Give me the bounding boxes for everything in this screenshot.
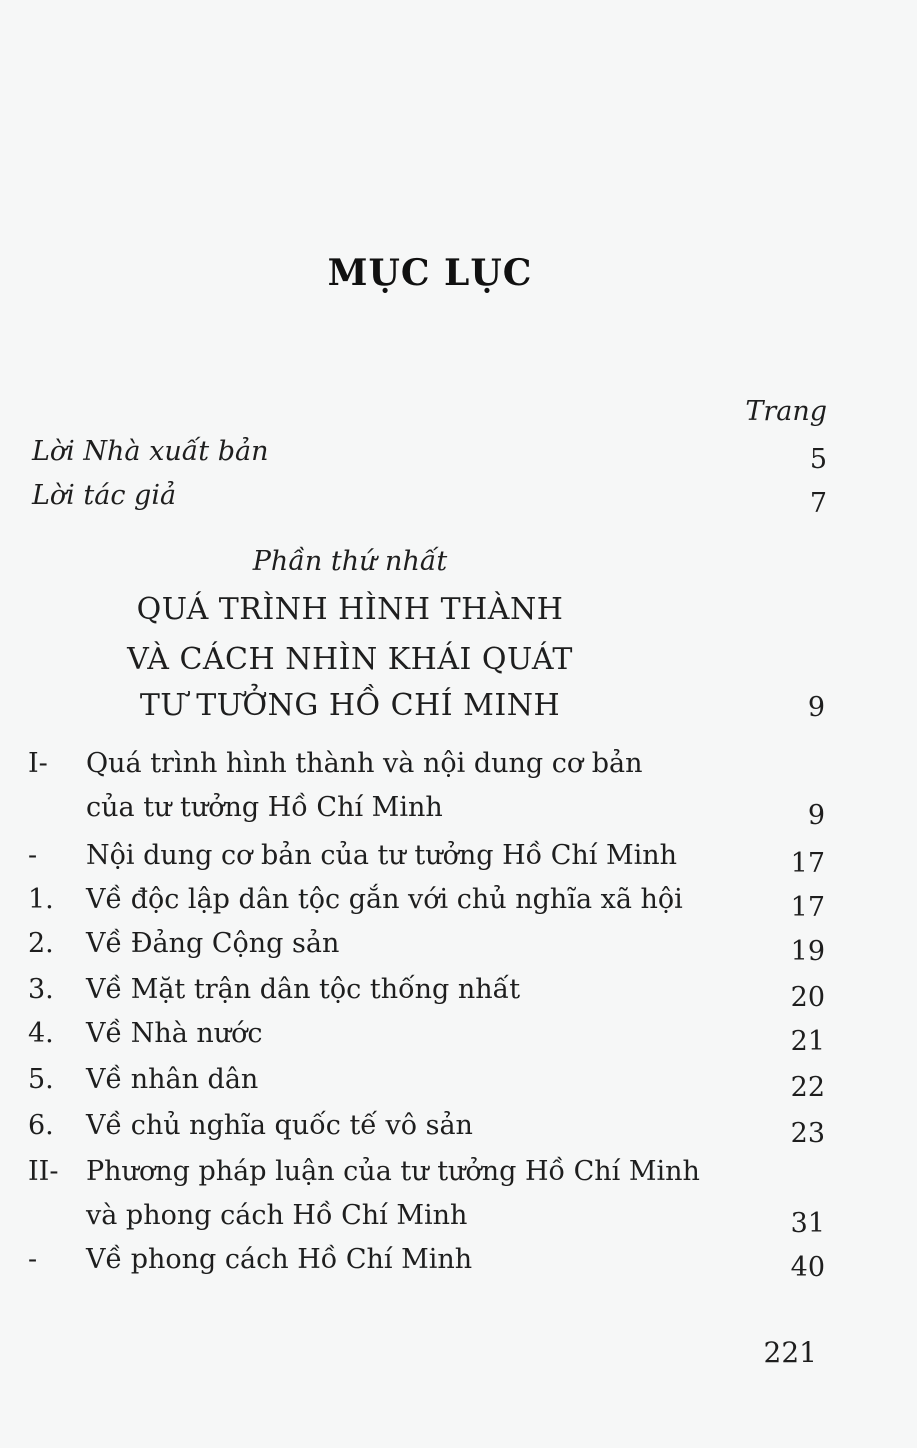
toc-entry[interactable] bbox=[0, 1064, 917, 1108]
toc-entry-page: 7 bbox=[809, 488, 827, 519]
part-heading-line: TƯ TƯỞNG HỒ CHÍ MINH bbox=[139, 688, 561, 723]
part-name: Phần thứ nhất bbox=[252, 546, 448, 577]
toc-entry-page: 31 bbox=[790, 1208, 825, 1239]
toc-entry-page: 9 bbox=[807, 800, 825, 831]
toc-entry-marker: II- bbox=[28, 1156, 59, 1187]
toc-entry-text: Về độc lập dân tộc gắn với chủ nghĩa xã hội bbox=[86, 884, 683, 915]
toc-front-matter-row[interactable] bbox=[32, 480, 827, 519]
toc-entry-page: 20 bbox=[790, 982, 825, 1013]
toc-entry-page: 5 bbox=[809, 444, 827, 475]
part-page: 9 bbox=[807, 692, 825, 723]
toc-entry-marker: 3. bbox=[28, 974, 54, 1005]
part-heading-line: QUÁ TRÌNH HÌNH THÀNH bbox=[136, 592, 564, 627]
toc-entry-text: Quá trình hình thành và nội dung cơ bản bbox=[86, 748, 643, 779]
toc-entry-text: Về Mặt trận dân tộc thống nhất bbox=[86, 974, 521, 1005]
toc-entry[interactable] bbox=[0, 1110, 917, 1154]
page-number: 221 bbox=[763, 1336, 817, 1369]
toc-entry-marker: 5. bbox=[28, 1064, 54, 1095]
toc-entry-text: Về Nhà nước bbox=[86, 1018, 263, 1049]
toc-entry-marker: 6. bbox=[28, 1110, 54, 1141]
toc-entry[interactable] bbox=[0, 840, 917, 884]
toc-entry-marker: - bbox=[28, 840, 38, 871]
toc-entry-page: 17 bbox=[790, 848, 825, 879]
toc-entry[interactable] bbox=[0, 884, 917, 928]
toc-entry-page: 22 bbox=[790, 1072, 825, 1103]
toc-entry-text: và phong cách Hồ Chí Minh bbox=[86, 1200, 468, 1231]
page-title: MỤC LỤC bbox=[327, 252, 533, 294]
toc-entry-page: 40 bbox=[790, 1252, 825, 1283]
toc-entry-text: Phương pháp luận của tư tưởng Hồ Chí Minh bbox=[86, 1156, 700, 1187]
toc-entry[interactable] bbox=[0, 792, 917, 836]
toc-entry-text: Về Đảng Cộng sản bbox=[86, 928, 340, 959]
toc-entry-page: 17 bbox=[790, 892, 825, 923]
toc-entry[interactable] bbox=[0, 1018, 917, 1062]
toc-entry-text: Về nhân dân bbox=[86, 1064, 259, 1095]
toc-entry[interactable] bbox=[0, 928, 917, 972]
toc-entry-marker: 2. bbox=[28, 928, 54, 959]
toc-entry[interactable] bbox=[0, 974, 917, 1018]
toc-entry-page: 21 bbox=[790, 1026, 825, 1057]
toc-entry-marker: 1. bbox=[28, 884, 54, 915]
toc-entry[interactable] bbox=[0, 1200, 917, 1244]
toc-entry-marker: 4. bbox=[28, 1018, 54, 1049]
toc-front-matter-row[interactable] bbox=[32, 436, 827, 475]
toc-entry-text: Về chủ nghĩa quốc tế vô sản bbox=[86, 1110, 473, 1141]
toc-entry-page: 23 bbox=[790, 1118, 825, 1149]
toc-entry-text: Lời tác giả bbox=[32, 480, 177, 511]
toc-entry[interactable] bbox=[0, 1244, 917, 1288]
toc-entry-text: Về phong cách Hồ Chí Minh bbox=[86, 1244, 473, 1275]
toc-entry[interactable] bbox=[0, 748, 917, 792]
toc-entry-text: Nội dung cơ bản của tư tưởng Hồ Chí Minh bbox=[86, 840, 678, 871]
toc-entry-marker: - bbox=[28, 1244, 38, 1275]
toc-entry-text: của tư tưởng Hồ Chí Minh bbox=[86, 792, 443, 823]
part-heading-line: VÀ CÁCH NHÌN KHÁI QUÁT bbox=[127, 642, 573, 677]
page-column-label: Trang bbox=[745, 396, 827, 427]
toc-entry-text: Lời Nhà xuất bản bbox=[32, 436, 269, 467]
toc-entry-page: 19 bbox=[790, 936, 825, 967]
toc-entry-marker: I- bbox=[28, 748, 48, 779]
toc-entry[interactable] bbox=[0, 1156, 917, 1200]
